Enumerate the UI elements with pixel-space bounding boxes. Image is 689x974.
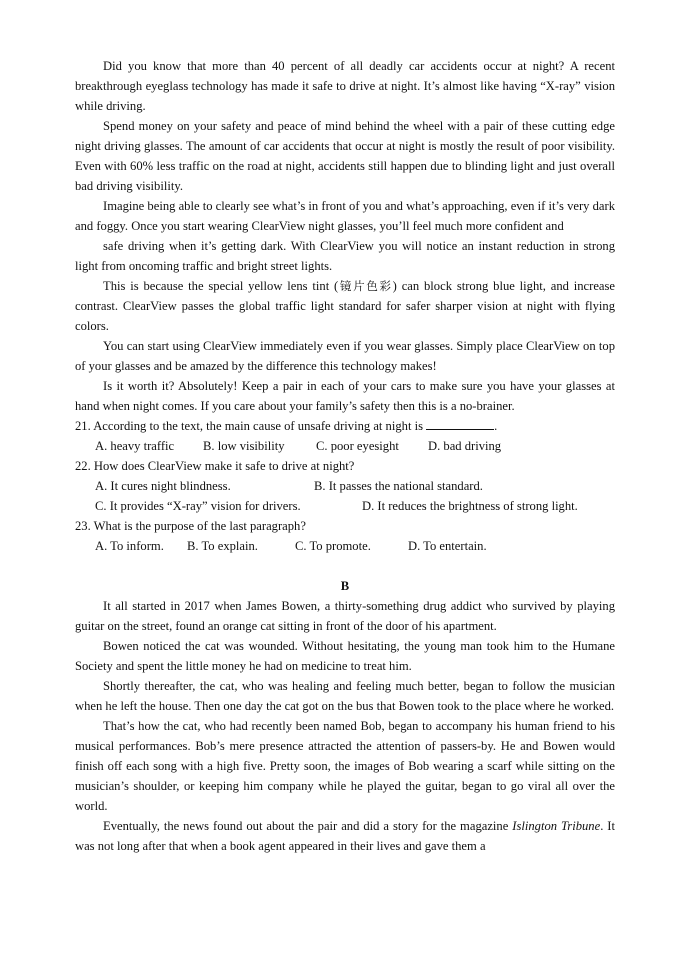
question-22-option-a: A. It cures night blindness.	[95, 479, 231, 493]
question-22-options-row-2	[75, 496, 615, 516]
question-21-stem	[75, 416, 615, 436]
section-b-title: B	[340, 579, 350, 593]
question-21-options	[75, 436, 615, 456]
question-23-options	[75, 536, 615, 556]
question-22-option-d: D. It reduces the brightness of strong light.	[362, 499, 578, 513]
question-21-text: 21. According to the text, the main cause of unsafe driving at night is	[75, 419, 423, 433]
question-23-option-c: C. To promote.	[295, 539, 371, 553]
question-21-period: .	[494, 419, 498, 433]
question-23-option-a: A. To inform.	[95, 539, 164, 553]
question-21-option-a: A. heavy traffic	[95, 439, 175, 453]
question-22-stem: 22. How does ClearView make it safe to drive at night?	[75, 459, 355, 473]
p5-text-pre: Eventually, the news found out about the pair and did a story for the magazine	[103, 819, 513, 833]
magazine-title: Islington Tribune	[512, 819, 601, 833]
passage-a-paragraph-3: Imagine being able to clearly see what’s in front of you and what’s approaching, even if it’s very dark and foggy. Once you start wearing ClearView night glasses, you’ll feel much more confident and	[75, 199, 615, 233]
question-23-option-b: B. To explain.	[187, 539, 258, 553]
passage-b-paragraph-2: Bowen noticed the cat was wounded. Without hesitating, the young man took him to the Humane Society and spent the little money he had on medicine to treat him.	[75, 639, 615, 673]
question-21-option-b: B. low visibility	[203, 439, 285, 453]
p4-chinese-gloss: 镜片色彩	[338, 279, 393, 293]
p5-text-post: . It was not long after that when a book agent appeared in their lives and gave them a	[75, 819, 615, 853]
passage-a-paragraph-6: Is it worth it? Absolutely! Keep a pair in each of your cars to make sure you have your glasses at hand when night comes. If you care about your family’s safety then this is a no-brainer.	[75, 379, 615, 413]
passage-a-paragraph-5: You can start using ClearView immediately even if you wear glasses. Simply place ClearView on top of your glasses and be amazed by the difference this technology makes!	[75, 339, 615, 373]
answer-blank	[426, 417, 494, 430]
passage-b-paragraph-3: Shortly thereafter, the cat, who was healing and feeling much better, began to follow the musician when he left the house. Then one day the cat got on the bus that Bowen took to the place where he worked.	[75, 679, 615, 713]
p4-text-pre: This is because the special yellow lens tint (	[103, 279, 339, 293]
question-23-option-d: D. To entertain.	[408, 539, 487, 553]
question-22-option-c: C. It provides “X-ray” vision for drivers.	[95, 499, 301, 513]
question-21-option-c: C. poor eyesight	[316, 439, 399, 453]
question-22-options-row-1	[75, 476, 615, 496]
passage-a-paragraph-3-continued: safe driving when it’s getting dark. With ClearView you will notice an instant reduction in strong light from oncoming traffic and bright street lights.	[75, 239, 615, 273]
passage-a-paragraph-4	[75, 276, 615, 336]
question-21-option-d: D. bad driving	[428, 439, 502, 453]
document-page	[75, 56, 615, 856]
question-23-stem: 23. What is the purpose of the last paragraph?	[75, 519, 306, 533]
p4-text-post: ) can block strong blue light, and increase contrast. ClearView passes the global traffic light standard for safer sharper vision at night with flying colors.	[75, 279, 616, 333]
passage-b-paragraph-4: That’s how the cat, who had recently been named Bob, began to accompany his human friend to his musical performances. Bob’s mere presence attracted the attention of passers-by. He and Bowen would finish off each song with a high five. Pretty soon, the images of Bob wearing a scarf while sitting on the musician’s shoulder, or keeping him company while he played the guitar, began to go viral all over the world.	[75, 719, 615, 813]
passage-a-paragraph-1: Did you know that more than 40 percent of all deadly car accidents occur at night? A recent breakthrough eyeglass technology has made it safe to drive at night. It’s almost like having “X-ray” vision while driving.	[75, 59, 615, 113]
passage-a-paragraph-2: Spend money on your safety and peace of mind behind the wheel with a pair of these cutting edge night driving glasses. The amount of car accidents that occur at night is mostly the result of poor visibility. Even with 60% less traffic on the road at night, accidents still happen due to blinding light and just overall bad driving visibility.	[75, 119, 615, 193]
passage-b-paragraph-5	[75, 816, 615, 856]
question-22-option-b: B. It passes the national standard.	[314, 479, 483, 493]
passage-b-paragraph-1: It all started in 2017 when James Bowen, a thirty-something drug addict who survived by playing guitar on the street, found an orange cat sitting in front of the door of his apartment.	[75, 599, 615, 633]
